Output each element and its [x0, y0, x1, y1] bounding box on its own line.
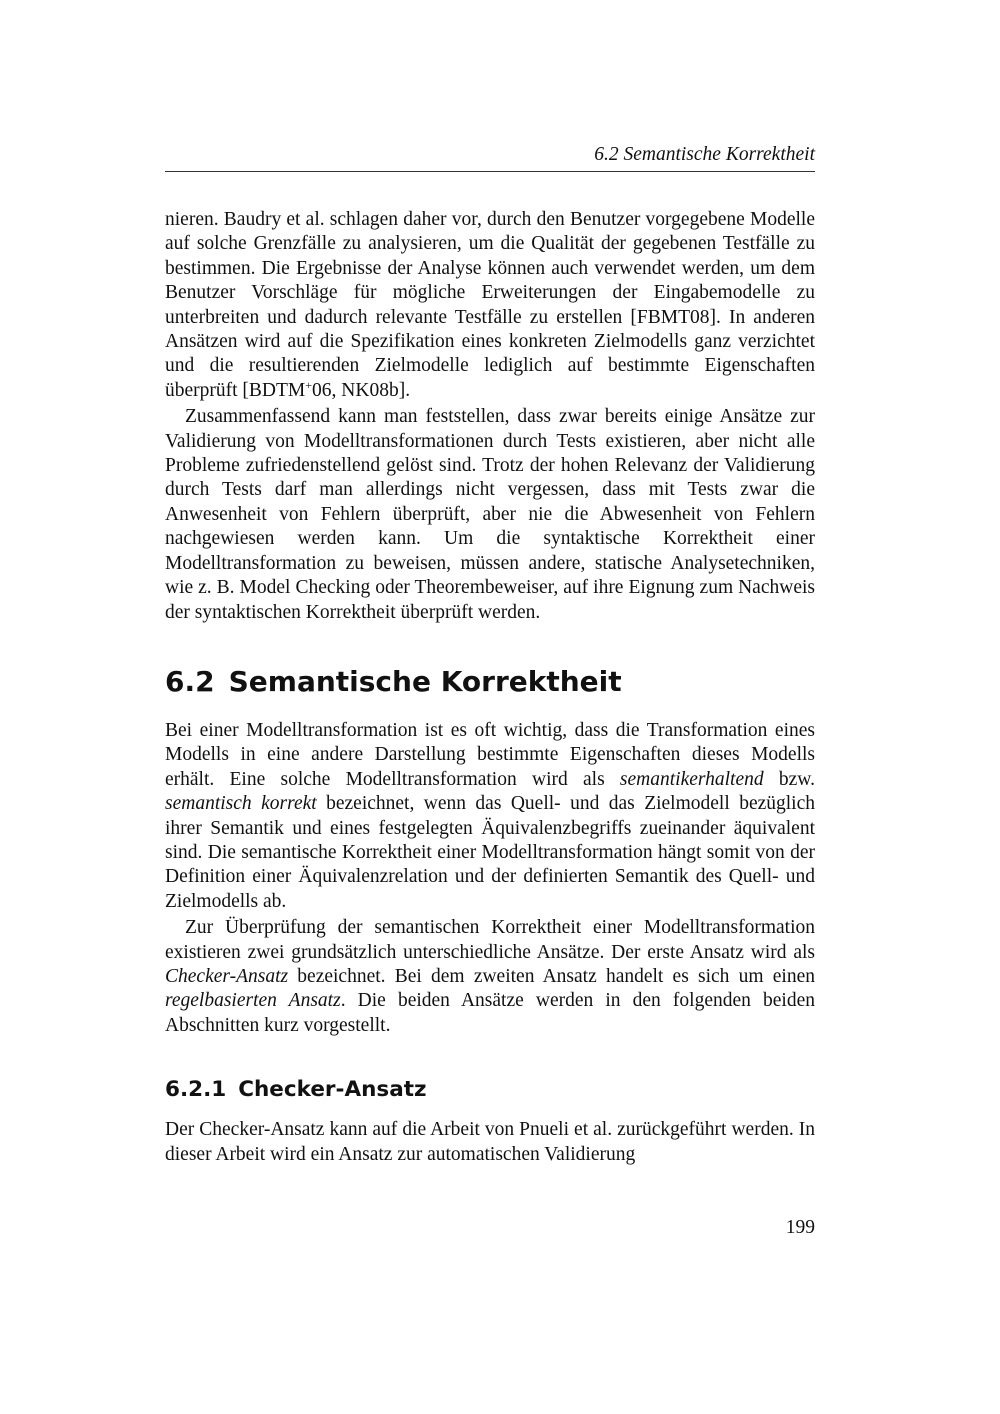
paragraph-2: Zusammenfassend kann man feststellen, dass zwar bereits einige Ansätze zur Validierung von Modelltransformationen durch Tests existieren, aber nicht alle Probleme zufriedenstellend gelöst sind. Trotz der hohen Relevanz der Validierung durch Tests darf man allerdings nicht vergessen, dass mit Tests zwar die Anwesenheit von Fehlern überprüft, aber nie die Abwesenheit von Fehlern nachgewiesen werden kann. Um die syntaktische Korrektheit einer Modelltransformation zu beweisen, müssen andere, statische Analysetechniken, wie z. B. Model Checking oder Theorembeweiser, auf ihre Eignung zum Nachweis der syntaktischen Korrektheit überprüft werden. [165, 406, 815, 623]
term-checker-ansatz: Checker-Ansatz [165, 965, 289, 987]
paragraph-4 [165, 916, 815, 1038]
paragraph-1-text-a: nieren. Baudry et al. schlagen daher vor, durch den Benutzer vorgegebene Modelle auf solche Grenzfälle zu analysieren, um die Qualität der gegebenen Testfälle zu bestimmen. Die Ergebnisse der Analyse können auch verwendet werden, um dem Benutzer Vorschläge für mögliche Erweiterungen der Eingabemodelle zu unterbreiten und dadurch relevante Testfälle zu erstellen [FBMT08]. In anderen Ansätzen wird auf die Spezifikation eines konkreten Zielmodells ganz verzichtet und die resultierenden Zielmodelle lediglich auf bestimmte Eigenschaften überprüft [BDTM [165, 209, 815, 401]
term-regelbasierter-ansatz: regelbasierten Ansatz [165, 990, 341, 1012]
paragraph-1-text-b: 06, NK08b]. [312, 379, 411, 401]
subsection-title: Checker-Ansatz [238, 1077, 427, 1103]
page-number: 199 [785, 1217, 815, 1238]
body-text [165, 208, 815, 1167]
section-number: 6.2 [165, 664, 215, 698]
paragraph-3-text-2: bzw. [763, 768, 815, 790]
section-title: Semantische Korrektheit [228, 664, 622, 698]
paragraph-4-text-1: Zur Überprüfung der semantischen Korrektheit einer Modelltransformation existieren zwei grundsätzlich unterschiedliche Ansätze. Der erste Ansatz wird als [165, 917, 815, 963]
citation-superscript: + [305, 377, 313, 392]
header-rule [165, 171, 815, 172]
paragraph-4-text-2: bezeichnet. Bei dem zweiten Ansatz handelt es sich um einen [288, 965, 815, 987]
paragraph-1 [165, 208, 815, 403]
paragraph-5: Der Checker-Ansatz kann auf die Arbeit von Pnueli et al. zurückgeführt werden. In dieser Arbeit wird ein Ansatz zur automatischen Validierung [165, 1119, 815, 1165]
term-semantisch-korrekt: semantisch korrekt [165, 793, 317, 815]
paragraph-3 [165, 719, 815, 914]
section-heading [165, 665, 815, 699]
paragraph-3-text-1: Bei einer Modelltransformation ist es oft wichtig, dass die Transformation eines Modells in eine andere Darstellung bestimmte Eigenschaften dieses Modells erhält. Eine solche Modelltransformation wird als [165, 719, 815, 790]
term-semantikerhaltend: semantikerhaltend [619, 768, 764, 790]
running-header: 6.2 Semantische Korrektheit [594, 144, 815, 165]
subsection-number: 6.2.1 [165, 1077, 227, 1103]
paragraph-4-text-3: . Die beiden Ansätze werden in den folgenden beiden Abschnitten kurz vorgestellt. [165, 990, 815, 1036]
paragraph-3-text-3: bezeichnet, wenn das Quell- und das Zielmodell bezüglich ihrer Semantik und eines festgelegten Äquivalenzbegriffs zueinander äquivalent sind. Die semantische Korrektheit einer Modelltransformation hängt somit von der Definition einer Äquivalenzrelation und der definierten Semantik des Quell- und Zielmodells ab. [165, 793, 815, 912]
subsection-heading [165, 1076, 815, 1104]
